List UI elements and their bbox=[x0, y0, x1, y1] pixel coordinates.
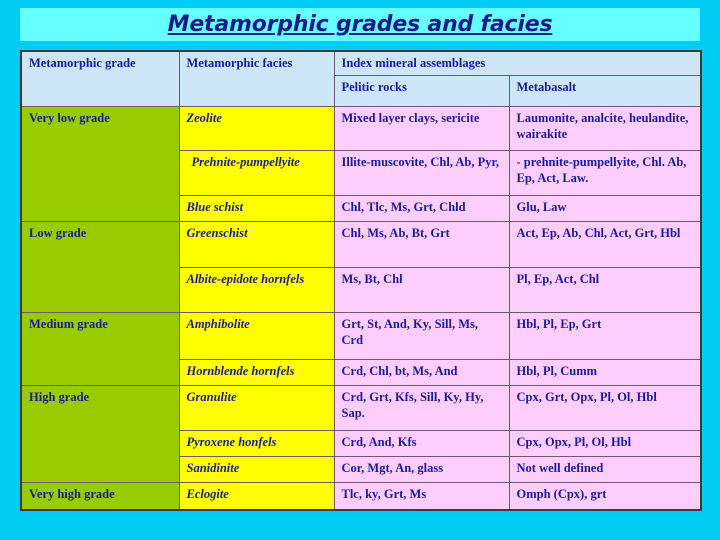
grade-cell: Low grade bbox=[21, 222, 179, 313]
metabasalt-cell: Hbl, Pl, Cumm bbox=[509, 360, 701, 386]
facies-cell: Granulite bbox=[179, 386, 334, 431]
table-row bbox=[21, 222, 701, 268]
pelitic-rocks-cell: Mixed layer clays, sericite bbox=[334, 107, 509, 151]
pelitic-rocks-cell: Crd, Grt, Kfs, Sill, Ky, Hy, Sap. bbox=[334, 386, 509, 431]
facies-cell: Eclogite bbox=[179, 483, 334, 510]
facies-cell: Blue schist bbox=[179, 196, 334, 222]
table-row bbox=[21, 107, 701, 151]
metabasalt-cell: Cpx, Opx, Pl, Ol, Hbl bbox=[509, 431, 701, 457]
facies-cell: Zeolite bbox=[179, 107, 334, 151]
pelitic-rocks-cell: Tlc, ky, Grt, Ms bbox=[334, 483, 509, 510]
pelitic-rocks-cell: Grt, St, And, Ky, Sill, Ms, Crd bbox=[334, 313, 509, 360]
grade-cell: High grade bbox=[21, 386, 179, 483]
pelitic-rocks-cell: Illite-muscovite, Chl, Ab, Pyr, bbox=[334, 151, 509, 196]
grade-cell: Medium grade bbox=[21, 313, 179, 386]
metabasalt-cell: Act, Ep, Ab, Chl, Act, Grt, Hbl bbox=[509, 222, 701, 268]
header-index-mineral-assemblages: Index mineral assemblages bbox=[334, 51, 701, 76]
metabasalt-cell: Glu, Law bbox=[509, 196, 701, 222]
pelitic-rocks-cell: Chl, Tlc, Ms, Grt, Chld bbox=[334, 196, 509, 222]
pelitic-rocks-cell: Chl, Ms, Ab, Bt, Grt bbox=[334, 222, 509, 268]
metabasalt-cell: Pl, Ep, Act, Chl bbox=[509, 268, 701, 313]
metabasalt-cell: Cpx, Grt, Opx, Pl, Ol, Hbl bbox=[509, 386, 701, 431]
facies-cell: Pyroxene honfels bbox=[179, 431, 334, 457]
metabasalt-cell: - prehnite-pumpellyite, Chl. Ab, Ep, Act, Law. bbox=[509, 151, 701, 196]
metabasalt-cell: Omph (Cpx), grt bbox=[509, 483, 701, 510]
metabasalt-cell: Hbl, Pl, Ep, Grt bbox=[509, 313, 701, 360]
pelitic-rocks-cell: Cor, Mgt, An, glass bbox=[334, 457, 509, 483]
header-pelitic-rocks: Pelitic rocks bbox=[334, 76, 509, 107]
table-container bbox=[20, 50, 700, 511]
pelitic-rocks-cell: Crd, Chl, bt, Ms, And bbox=[334, 360, 509, 386]
pelitic-rocks-cell: Crd, And, Kfs bbox=[334, 431, 509, 457]
header-metabasalt: Metabasalt bbox=[509, 76, 701, 107]
facies-cell: Greenschist bbox=[179, 222, 334, 268]
facies-cell: Albite-epidote hornfels bbox=[179, 268, 334, 313]
facies-cell: Prehnite-pumpellyite bbox=[179, 151, 334, 196]
table-header bbox=[21, 51, 701, 107]
metabasalt-cell: Not well defined bbox=[509, 457, 701, 483]
page-title: Metamorphic grades and facies bbox=[167, 12, 553, 37]
table-header-row-1 bbox=[21, 51, 701, 76]
pelitic-rocks-cell: Ms, Bt, Chl bbox=[334, 268, 509, 313]
table-row bbox=[21, 483, 701, 510]
title-banner bbox=[20, 8, 700, 41]
metabasalt-cell: Laumonite, analcite, heulandite, wairakite bbox=[509, 107, 701, 151]
table-body bbox=[21, 107, 701, 510]
table-row bbox=[21, 313, 701, 360]
facies-cell: Hornblende hornfels bbox=[179, 360, 334, 386]
facies-cell: Sanidinite bbox=[179, 457, 334, 483]
table-row bbox=[21, 386, 701, 431]
metamorphic-grades-table bbox=[20, 50, 702, 511]
header-metamorphic-grade: Metamorphic grade bbox=[21, 51, 179, 107]
header-metamorphic-facies: Metamorphic facies bbox=[179, 51, 334, 107]
grade-cell: Very low grade bbox=[21, 107, 179, 222]
facies-cell: Amphibolite bbox=[179, 313, 334, 360]
grade-cell: Very high grade bbox=[21, 483, 179, 510]
